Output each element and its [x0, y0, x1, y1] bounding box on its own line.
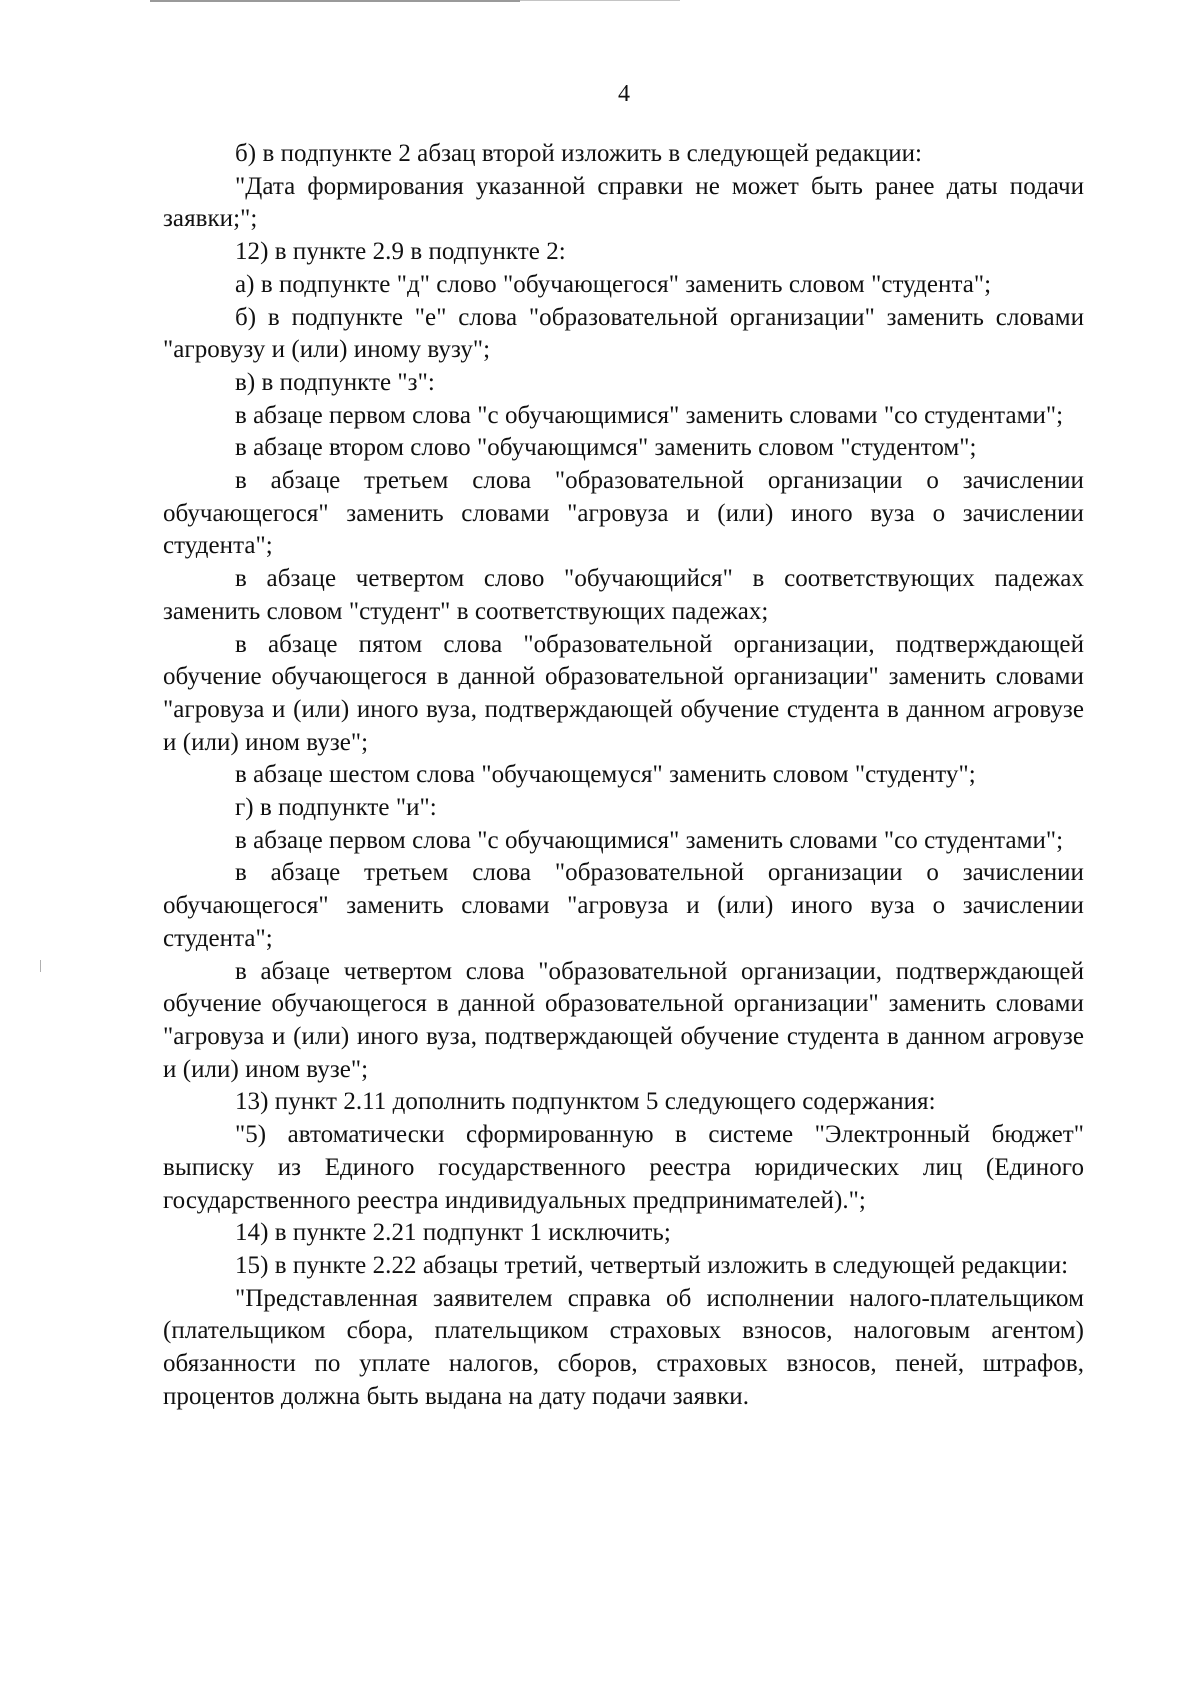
paragraph: 15) в пункте 2.22 абзацы третий, четвертый изложить в следующей редакции:	[235, 1251, 1069, 1279]
paragraph: в абзаце четвертом слово "обучающийся" в соответствующих падежах заменить словом "студент" в соответствующих падежах;	[163, 565, 1084, 625]
paragraph: в абзаце шестом слова "обучающемуся" заменить словом "студенту";	[235, 761, 976, 789]
paragraph: в абзаце пятом слова "образовательной организации, подтверждающей обучение обучающегося в данной образовательной организации" заменить словами "агровуза и (или) иного вуза, подтверждающей обучение студента в данном агровузе и (или) ином вузе";	[163, 630, 1084, 756]
paragraph: а) в подпункте "д" слово "обучающегося" заменить словом "студента";	[235, 270, 992, 298]
paragraph: в) в подпункте "з":	[235, 368, 435, 396]
document-body	[163, 138, 1084, 1413]
paragraph: б) в подпункте "е" слова "образовательной организации" заменить словами "агровузу и (или) иному вузу";	[163, 303, 1084, 364]
paragraph: в абзаце первом слова "с обучающимися" заменить словами "со студентами";	[235, 401, 1064, 429]
paragraph: в абзаце первом слова "с обучающимися" заменить словами "со студентами";	[235, 826, 1064, 854]
paragraph: 12) в пункте 2.9 в подпункте 2:	[235, 238, 566, 266]
paragraph: "5) автоматически сформированную в системе "Электронный бюджет" выписку из Единого государственного реестра юридических лиц (Единого государственного реестра индивидуальных предпринимателей).";	[163, 1121, 1084, 1214]
paragraph: б) в подпункте 2 абзац второй изложить в следующей редакции:	[235, 140, 923, 167]
page-number: 4	[618, 81, 630, 107]
paragraph: в абзаце третьем слова "образовательной организации о зачислении обучающегося" заменить словами "агровуза и (или) иного вуза о зачислении студента";	[163, 859, 1084, 952]
paragraph: "Дата формирования указанной справки не может быть ранее даты подачи заявки;";	[163, 172, 1084, 233]
paragraph: "Представленная заявителем справка об исполнении налого-плательщиком (плательщиком сбора, плательщиком страховых взносов, налоговым агентом) обязанности по уплате налогов, сборов, страховых взносов, пеней, штрафов, процентов должна быть выдана на дату подачи заявки.	[163, 1284, 1084, 1410]
scan-edge-line	[150, 0, 520, 2]
paragraph: в абзаце втором слово "обучающимся" заменить словом "студентом";	[235, 434, 977, 462]
paragraph: в абзаце четвертом слова "образовательной организации, подтверждающей обучение обучающегося в данной образовательной организации" заменить словами "агровуза и (или) иного вуза, подтверждающей обучение студента в данном агровузе и (или) ином вузе";	[163, 957, 1084, 1083]
paragraph: г) в подпункте "и":	[235, 794, 437, 822]
paragraph: 14) в пункте 2.21 подпункт 1 исключить;	[235, 1219, 671, 1247]
scan-margin-mark	[40, 960, 41, 972]
paragraph: в абзаце третьем слова "образовательной организации о зачислении обучающегося" заменить словами "агровуза и (или) иного вуза о зачислении студента";	[163, 467, 1084, 560]
paragraph: 13) пункт 2.11 дополнить подпунктом 5 следующего содержания:	[235, 1088, 936, 1116]
scan-edge-line	[520, 0, 680, 1]
